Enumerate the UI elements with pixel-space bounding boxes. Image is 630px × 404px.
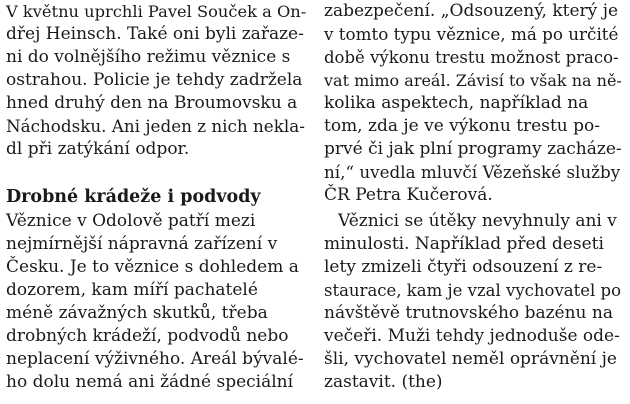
article-line: staurace, kam je vzal vychovatel po [324, 281, 622, 300]
article-line: zabezpečení. „Odsouzený, který je [324, 1, 619, 21]
article-line: Věznici se útěky nevyhnuly ani v [338, 211, 617, 231]
section-subheading: Drobné krádeže i podvody [6, 187, 261, 207]
article-line: Věznice v Odolově patří mezi [6, 211, 256, 231]
article-line: šli, vychovatel neměl oprávnění je [324, 349, 617, 369]
article-line: dl při zatýkání odpor. [6, 139, 190, 159]
article-line: dřej Heinsch. Také oni byli zařaze- [6, 24, 304, 44]
article-line: Náchodsku. Ani jeden z nich nekla- [6, 116, 305, 136]
article-line: neplacení výživného. Areál bývalé- [6, 349, 304, 369]
article-line: vat mimo areál. Závisí to však na ně- [324, 71, 622, 90]
article-line: době výkonu trestu možnost praco- [324, 48, 619, 67]
article-line: nejmírnější nápravná zařízení v [6, 234, 278, 254]
article-line: ostrahou. Policie je tehdy zadržela [6, 70, 303, 90]
article-line: návštěvě trutnovského bazénu na [324, 303, 613, 323]
article-line: drobných krádeží, podvodů nebo [6, 326, 289, 346]
article-line: Česku. Je to věznice s dohledem a [6, 257, 299, 277]
article-line: ČR Petra Kučerová. [324, 185, 493, 205]
article-line: ni do volnějšího režimu věznice s [6, 47, 291, 67]
article-line: v tomto typu věznice, má po určité [324, 24, 619, 44]
article-line: méně závažných skutků, třeba [6, 303, 268, 323]
article-line: lety zmizeli čtyři odsouzení z re- [324, 257, 603, 277]
article-line: večeři. Muži tehdy jednoduše ode- [324, 326, 620, 346]
article-line: zastavit. (the) [324, 372, 443, 392]
article-line: kolika aspektech, například na [324, 93, 589, 113]
article-line: dozorem, kam míří pachatelé [6, 280, 258, 300]
article-line: tom, zda je ve výkonu trestu po- [324, 116, 601, 136]
article-line: ho dolu nemá ani žádné speciální [6, 372, 294, 392]
article-line: minulosti. Například před deseti [324, 234, 604, 254]
article-line: hned druhý den na Broumovsku a [6, 93, 298, 113]
article-line: V květnu uprchli Pavel Souček a On- [6, 2, 307, 21]
article-line: ní,“ uvedla mluvčí Vězeňské služby [324, 162, 621, 182]
article-line: prvé či jak plní programy zacháze- [324, 139, 622, 159]
